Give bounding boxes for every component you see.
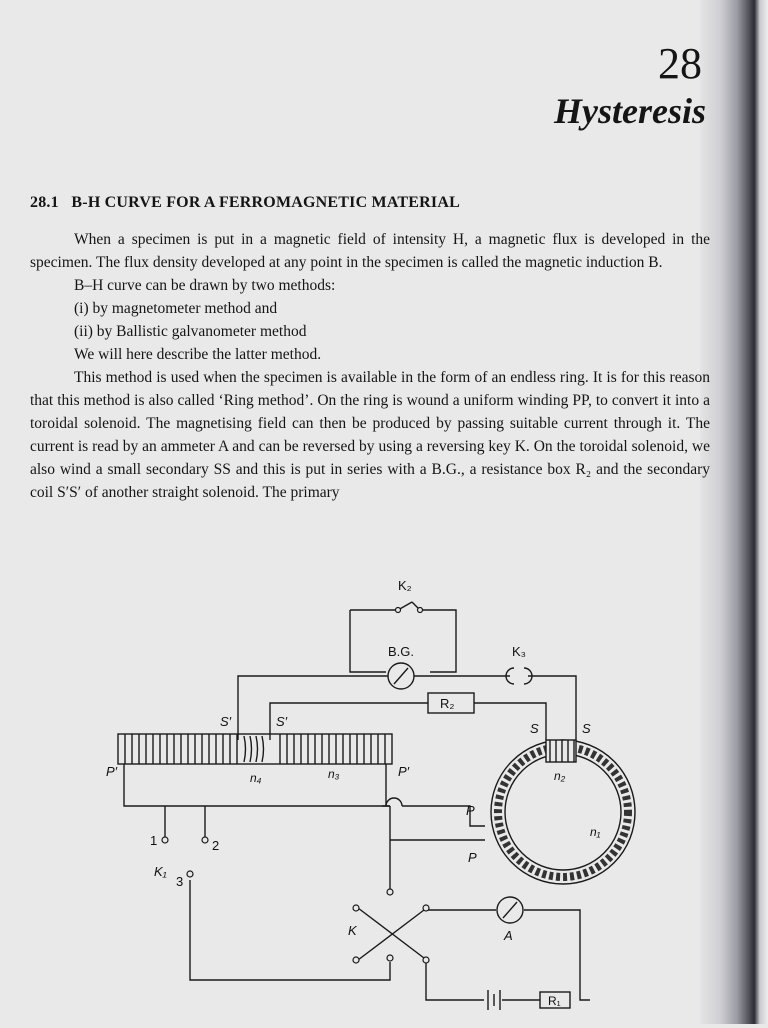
label-k: K (348, 923, 357, 938)
k2-loop-wire (350, 602, 456, 672)
paragraph-methods: B–H curve can be drawn by two methods: (74, 277, 336, 294)
circuit-diagram (0, 560, 768, 1024)
bg-meter-needle (394, 668, 408, 684)
label-n1: n₁ (590, 825, 601, 839)
label-p-prime-left: P′ (106, 764, 118, 779)
solenoid-winding-turns (125, 734, 385, 764)
wire-ammeter-right (524, 910, 590, 1000)
wire-key-to-battery (426, 960, 484, 1000)
key-terminal-bottom (387, 955, 393, 961)
label-k3: K₃ (512, 644, 526, 659)
reverse-key-blade-1 (358, 908, 424, 958)
chapter-title: Hysteresis (554, 91, 706, 131)
label-bg: B.G. (388, 644, 415, 659)
key-terminal-top (387, 889, 393, 895)
paragraph-intro: When a specimen is put in a magnetic field of intensity H, a magnetic flux is developed in the specimen. The flux density developed at any point in the specimen is called the magnetic induction B. (30, 231, 710, 271)
label-r2: R₂ (440, 696, 455, 711)
straight-solenoid (118, 734, 392, 764)
ammeter-needle (503, 902, 517, 918)
label-k1: K₁ (154, 864, 167, 879)
key-terminal-right-bottom (423, 957, 429, 963)
label-n3: n₃ (328, 767, 340, 781)
k2-left-wire (350, 610, 386, 672)
label-n4: n₄ (250, 771, 262, 785)
key-terminal-left-top (353, 905, 359, 911)
list-item-ballistic: (ii) by Ballistic galvanometer method (74, 323, 307, 340)
secondary-coil-turns (244, 736, 264, 762)
k1-terminal-3 (187, 871, 193, 877)
key-terminal-right-top (423, 905, 429, 911)
label-p-prime-right: P′ (398, 764, 410, 779)
label-k2: K₂ (398, 578, 412, 593)
paragraph-latter: We will here describe the latter method. (74, 346, 322, 363)
k2-terminal-a (396, 608, 401, 613)
label-terminal-3: 3 (176, 874, 184, 889)
paragraph-ring-method: This method is used when the specimen is available in the form of an endless ring. It is for this reason that this method is also called ‘Ring method’. On the ring is wound a uniform winding PP, to convert it into a toroidal solenoid. The magnetising field can then be produced by passing suitable current through it. The current is read by an ammeter A and can be reversed by using a reversing key K. On the toroidal solenoid, we also wind a small secondary SS and this is put in series with a B.G., a resistance box R₂ and the secondary coil S′S′ of another straight solenoid. The primary (30, 369, 710, 501)
k1-terminal-2 (202, 837, 208, 843)
toroid-winding (498, 747, 628, 877)
k1-terminal-1 (162, 837, 168, 843)
wire-s-prime-left (238, 676, 388, 740)
label-s-right: S (582, 721, 591, 736)
list-item-magnetometer: (i) by magnetometer method and (74, 300, 278, 317)
label-terminal-2: 2 (212, 838, 220, 853)
label-s-left: S (530, 721, 539, 736)
k2-terminal-b (418, 608, 423, 613)
reverse-key-blade-2 (358, 910, 424, 960)
body-text (30, 228, 710, 504)
crossover-bump (386, 798, 402, 806)
key-terminal-left-bottom (353, 957, 359, 963)
label-p-upper: P (466, 803, 475, 818)
k1-lead-wires (165, 806, 205, 824)
label-r1: R₁ (548, 994, 561, 1008)
k1-terminal-posts (165, 824, 205, 838)
circuit-svg (0, 560, 768, 1024)
label-s-prime-left: S′ (220, 714, 232, 729)
section-title: B-H CURVE FOR A FERROMAGNETIC MATERIAL (71, 194, 460, 211)
label-p-lower: P (468, 850, 477, 865)
chapter-number: 28 (658, 39, 702, 88)
section-number: 28.1 (30, 194, 59, 211)
section-heading (30, 194, 460, 212)
wire-k1-to-key (190, 880, 390, 980)
label-n2: n₂ (554, 769, 566, 783)
wire-to-reverse-key (382, 806, 390, 890)
label-terminal-1: 1 (150, 833, 158, 848)
label-a: A (504, 928, 513, 943)
label-s-prime-right: S′ (276, 714, 288, 729)
